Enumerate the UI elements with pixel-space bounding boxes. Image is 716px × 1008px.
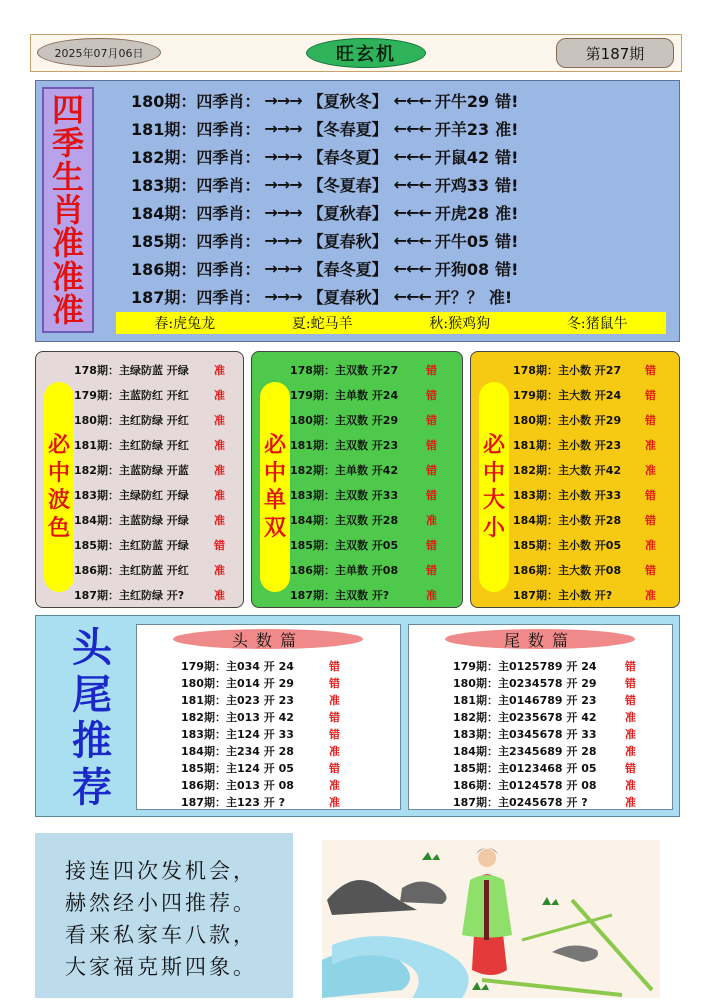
head-row-text: 179期：主034 开 24 [181,659,294,673]
wave-row-text: 187期：主红防绿 开? [74,589,185,602]
season-open: 开羊23 [434,119,490,139]
head-tail-section [35,615,680,817]
wave-row-text: 184期：主蓝防绿 开绿 [74,514,189,527]
wave-row [74,511,225,529]
head-row-text: 184期：主234 开 28 [181,744,294,758]
bigsmall-row-result: 错 [645,389,656,402]
bigsmall-row-result: 错 [645,414,656,427]
head-row-text: 181期：主023 开 23 [181,693,294,707]
season-period: 184期： [131,203,197,223]
season-legend [116,312,666,334]
season-label: 四季肖： [196,175,261,195]
wave-row-result: 准 [214,589,225,602]
tail-row-result: 错 [625,659,636,673]
tail-row-result: 准 [625,744,636,758]
poem-line: 大家福克斯四象。 [65,955,257,979]
season-label: 四季肖： [196,259,261,279]
bigsmall-row-text: 181期：主小数 开23 [513,439,622,452]
arrow-right-icon: →→→ [264,174,302,194]
bigsmall-row-result: 错 [645,489,656,502]
season-label: 四季肖： [196,287,261,307]
wave-row [74,386,225,404]
season-label: 四季肖： [196,119,261,139]
tail-row [453,776,636,793]
wave-row [74,461,225,479]
bigsmall-row-text: 182期：主大数 开42 [513,464,622,477]
head-row-result: 错 [329,727,340,741]
poem-line: 看来私家车八款， [65,923,257,947]
tail-row-result: 准 [625,778,636,792]
season-row [131,199,518,225]
head-row-result: 准 [329,693,340,707]
season-period: 186期： [131,259,197,279]
head-row [181,657,340,674]
season-open: 开鼠42 [434,147,490,167]
head-row-text: 182期：主013 开 42 [181,710,294,724]
tail-row [453,793,636,810]
bigsmall-row-text: 185期：主小数 开05 [513,539,622,552]
arrow-right-icon: →→→ [264,202,302,222]
season-result: 准! [488,287,513,307]
season-open: 开鸡33 [434,175,490,195]
wave-row-result: 准 [214,414,225,427]
big-small-panel [470,351,680,608]
head-row-result: 准 [329,795,340,809]
legend-summer: 夏:蛇马羊 [291,316,353,332]
tail-number-title: 尾数篇 [445,629,635,649]
season-row [131,283,512,309]
title-char: 小 [482,515,505,541]
title-char: 必 [482,433,505,458]
head-row [181,691,340,708]
headtail-vertical-title [48,624,136,811]
tail-row-result: 错 [625,693,636,707]
oddeven-row [290,586,437,604]
title-char: 必 [47,433,70,458]
tail-row [453,691,636,708]
arrow-left-icon: ←←← [393,90,431,110]
bigsmall-row [513,461,656,479]
oddeven-row-result: 错 [426,439,437,452]
season-result: 准! [495,203,519,223]
title-char: 推 [72,717,112,765]
wave-row [74,411,225,429]
title-char: 中 [482,460,505,486]
wave-row-text: 186期：主红防蓝 开红 [74,564,189,577]
arrow-right-icon: →→→ [264,258,302,278]
tail-row-result: 准 [625,795,636,809]
wave-row-text: 178期：主绿防蓝 开绿 [74,364,189,377]
bigsmall-row [513,386,656,404]
oddeven-row-text: 178期：主双数 开27 [290,364,399,377]
wave-row [74,561,225,579]
head-row [181,674,340,691]
season-pick: 【春冬夏】 [307,259,388,279]
season-row [131,227,518,253]
four-seasons-section [35,80,680,342]
season-row [131,255,518,281]
head-row-result: 错 [329,710,340,724]
bigsmall-row [513,511,656,529]
head-number-title: 头数篇 [173,629,363,649]
arrow-left-icon: ←←← [393,146,431,166]
title-char: 肖 [51,190,84,229]
tail-row-result: 错 [625,761,636,775]
title-char: 波 [47,488,70,513]
title-char: 生 [51,157,84,196]
head-row-result: 错 [329,659,340,673]
arrow-right-icon: →→→ [264,230,302,250]
poem-box [35,833,293,998]
tail-row-text: 186期：主0124578 开 08 [453,778,597,792]
head-row-text: 185期：主124 开 05 [181,761,294,775]
tail-row-text: 181期：主0146789 开 23 [453,693,597,707]
tail-row-text: 184期：主2345689 开 28 [453,744,597,758]
bigsmall-row-result: 错 [645,564,656,577]
season-row [131,115,518,141]
head-row-text: 183期：主124 开 33 [181,727,294,741]
head-row [181,776,340,793]
oddeven-row-result: 错 [426,464,437,477]
season-result: 错! [495,231,519,251]
title-char: 必 [263,433,286,458]
head-row-result: 错 [329,761,340,775]
arrow-left-icon: ←←← [393,118,431,138]
oddeven-row-text: 181期：主双数 开23 [290,439,399,452]
wave-row [74,586,225,604]
title-char: 尾 [72,670,112,718]
wave-color-panel [35,351,244,608]
season-result: 错! [495,175,519,195]
wave-row-text: 179期：主蓝防红 开红 [74,389,189,402]
head-row-result: 准 [329,744,340,758]
arrow-left-icon: ←←← [393,230,431,250]
arrow-right-icon: →→→ [264,90,302,110]
tail-row-text: 182期：主0235678 开 42 [453,710,597,724]
bigsmall-row [513,361,656,379]
bigsmall-row [513,536,656,554]
arrow-right-icon: →→→ [264,118,302,138]
season-open: 开狗08 [434,259,490,279]
wave-row-result: 准 [214,439,225,452]
tail-row-text: 180期：主0234578 开 29 [453,676,597,690]
oddeven-row-text: 179期：主单数 开24 [290,389,399,402]
oddeven-row-text: 183期：主双数 开33 [290,489,399,502]
wave-row [74,536,225,554]
bigsmall-panel-title [479,382,509,592]
arrow-left-icon: ←←← [393,174,431,194]
wave-row-text: 181期：主红防绿 开红 [74,439,189,452]
oddeven-panel-title [260,382,290,592]
title-char: 四 [51,90,84,129]
title-char: 准 [51,224,84,263]
arrow-left-icon: ←←← [393,202,431,222]
title-char: 准 [51,291,84,330]
season-result: 错! [495,147,519,167]
tail-row [453,759,636,776]
oddeven-row-result: 错 [426,564,437,577]
tail-row-result: 准 [625,727,636,741]
bigsmall-row-text: 184期：主小数 开28 [513,514,622,527]
odd-even-panel [251,351,463,608]
bigsmall-row [513,486,656,504]
season-period: 181期： [131,119,197,139]
title-char: 中 [47,460,70,486]
head-row [181,793,340,810]
title-char: 单 [263,488,286,513]
bigsmall-row-text: 186期：主大数 开08 [513,564,622,577]
arrow-right-icon: →→→ [264,146,302,166]
season-row [131,87,518,113]
season-open: 开牛29 [434,91,490,111]
landscape-illustration [322,840,660,998]
oddeven-row-text: 186期：主单数 开08 [290,564,399,577]
bigsmall-row-result: 错 [645,514,656,527]
legend-winter: 冬:猪鼠牛 [566,316,628,332]
title-char: 头 [72,624,112,671]
bigsmall-row-text: 183期：主小数 开33 [513,489,622,502]
wave-row-text: 180期：主红防绿 开红 [74,414,189,427]
season-result: 准! [495,119,519,139]
bigsmall-row-result: 准 [645,464,656,477]
oddeven-row-text: 182期：主单数 开42 [290,464,399,477]
wave-row-result: 准 [214,389,225,402]
oddeven-row [290,536,437,554]
wave-row [74,361,225,379]
season-period: 183期： [131,175,197,195]
wave-row-text: 185期：主红防蓝 开绿 [74,539,189,552]
tail-number-box [408,624,673,810]
season-pick: 【冬夏春】 [307,175,388,195]
season-period: 187期： [131,287,197,307]
head-row [181,708,340,725]
head-number-box [136,624,401,810]
bigsmall-row-text: 180期：主小数 开29 [513,414,622,427]
bigsmall-row [513,436,656,454]
season-result: 错! [495,91,519,111]
oddeven-row-result: 准 [426,514,437,527]
season-label: 四季肖： [196,231,261,251]
season-open: 开？？ [434,287,483,307]
season-row [131,171,518,197]
wave-row-result: 准 [214,514,225,527]
tail-row [453,708,636,725]
tail-row [453,725,636,742]
oddeven-row-result: 错 [426,414,437,427]
poem-line: 接连四次发机会， [65,859,257,883]
season-pick: 【夏春秋】 [307,287,388,307]
bigsmall-row-result: 准 [645,539,656,552]
title-char: 荐 [72,763,112,811]
title-char: 准 [51,257,84,296]
wave-panel-title [44,382,74,592]
title-char: 双 [263,515,286,541]
bigsmall-row-text: 178期：主小数 开27 [513,364,622,377]
head-row [181,725,340,742]
wave-row-result: 准 [214,364,225,377]
tail-row-result: 错 [625,676,636,690]
season-period: 185期： [131,231,197,251]
oddeven-row [290,461,437,479]
season-period: 180期： [131,91,197,111]
oddeven-row [290,436,437,454]
title-char: 色 [47,515,70,541]
bigsmall-row-result: 准 [645,439,656,452]
oddeven-row-text: 180期：主双数 开29 [290,414,399,427]
season-pick: 【夏春秋】 [307,231,388,251]
bigsmall-row [513,411,656,429]
wave-row-result: 错 [214,539,225,552]
tail-row-result: 准 [625,710,636,724]
oddeven-row-result: 准 [426,589,437,602]
legend-spring: 春:虎兔龙 [154,316,216,332]
oddeven-row [290,486,437,504]
tail-row-text: 183期：主0345678 开 33 [453,727,597,741]
issue-badge: 第187期 [556,38,674,68]
season-pick: 【夏秋春】 [307,203,388,223]
tail-row-text: 185期：主0123468 开 05 [453,761,597,775]
season-label: 四季肖： [196,203,261,223]
title-char: 大 [482,488,505,513]
oddeven-row-result: 错 [426,489,437,502]
season-open: 开牛05 [434,231,490,251]
wave-row-text: 183期：主绿防红 开绿 [74,489,189,502]
season-open: 开虎28 [434,203,490,223]
season-period: 182期： [131,147,197,167]
season-label: 四季肖： [196,147,261,167]
oddeven-row [290,411,437,429]
oddeven-row-text: 185期：主双数 开05 [290,539,399,552]
head-row-text: 187期：主123 开 ? [181,795,285,809]
oddeven-row-result: 错 [426,364,437,377]
season-row [131,143,518,169]
tail-row [453,742,636,759]
bigsmall-row-result: 错 [645,364,656,377]
arrow-right-icon: →→→ [264,286,302,306]
header-bar [30,34,682,72]
oddeven-row-text: 187期：主双数 开? [290,589,390,602]
wave-row-result: 准 [214,464,225,477]
oddeven-row-result: 错 [426,539,437,552]
wave-row-result: 准 [214,564,225,577]
bigsmall-row-text: 179期：主大数 开24 [513,389,622,402]
head-row-result: 错 [329,676,340,690]
oddeven-row [290,561,437,579]
title-char: 季 [51,124,84,163]
head-row-text: 180期：主014 开 29 [181,676,294,690]
season-label: 四季肖： [196,91,261,111]
brand-logo: 旺玄机 [306,38,426,68]
seasons-vertical-title [42,87,94,333]
wave-row [74,486,225,504]
arrow-left-icon: ←←← [393,286,431,306]
bigsmall-row [513,586,656,604]
season-pick: 【夏秋冬】 [307,91,388,111]
poem-line: 赫然经小四推荐。 [65,891,257,915]
arrow-left-icon: ←←← [393,258,431,278]
head-row [181,742,340,759]
season-result: 错! [495,259,519,279]
bigsmall-row-result: 准 [645,589,656,602]
season-pick: 【春冬夏】 [307,147,388,167]
head-row-result: 准 [329,778,340,792]
bigsmall-row-text: 187期：主小数 开? [513,589,613,602]
head-row [181,759,340,776]
tail-row [453,657,636,674]
head-row-text: 186期：主013 开 08 [181,778,294,792]
bigsmall-row [513,561,656,579]
wave-row-result: 准 [214,489,225,502]
title-char: 中 [263,460,286,486]
tail-row [453,674,636,691]
wave-row [74,436,225,454]
tail-row-text: 179期：主0125789 开 24 [453,659,597,673]
tail-row-text: 187期：主0245678 开 ? [453,795,588,809]
legend-autumn: 秋:猴鸡狗 [429,316,491,332]
season-pick: 【冬春夏】 [307,119,388,139]
oddeven-row-text: 184期：主双数 开28 [290,514,399,527]
oddeven-row [290,361,437,379]
date-badge: 2025年07月06日 [37,38,161,67]
oddeven-row [290,511,437,529]
oddeven-row [290,386,437,404]
wave-row-text: 182期：主蓝防绿 开蓝 [74,464,189,477]
oddeven-row-result: 错 [426,389,437,402]
